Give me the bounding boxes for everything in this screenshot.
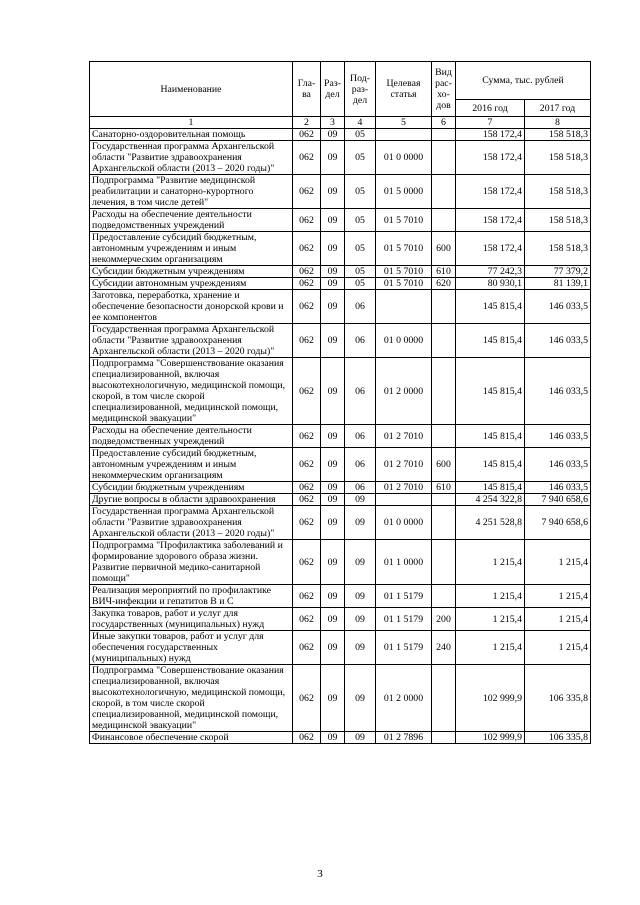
row-name: Государственная программа Архангельской области "Развитие здравоохранения Архангельской области (2013 – 2020 годы)" xyxy=(90,324,293,358)
row-glava: 062 xyxy=(293,175,321,209)
row-sum-2017: 1 215,4 xyxy=(525,540,591,585)
table-row xyxy=(90,732,591,744)
row-glava: 062 xyxy=(293,494,321,506)
row-target: 01 2 7896 xyxy=(376,732,432,744)
row-razdel: 09 xyxy=(321,506,345,540)
row-target: 01 1 5179 xyxy=(376,631,432,665)
row-vid xyxy=(432,290,456,324)
row-vid: 620 xyxy=(432,278,456,290)
column-number: 3 xyxy=(321,117,345,129)
row-sum-2016: 145 815,4 xyxy=(456,290,525,324)
row-sum-2017: 106 335,8 xyxy=(525,732,591,744)
row-name: Субсидии автономным учреждениям xyxy=(90,278,293,290)
row-name: Субсидии бюджетным учреждениям xyxy=(90,266,293,278)
row-sum-2016: 1 215,4 xyxy=(456,585,525,608)
row-razdel: 09 xyxy=(321,448,345,482)
table-row xyxy=(90,482,591,494)
row-vid xyxy=(432,425,456,448)
row-name: Подпрограмма "Развитие медицинской реабилитации и санаторно-курортного лечения, в том числе детей" xyxy=(90,175,293,209)
row-razdel: 09 xyxy=(321,324,345,358)
row-razdel: 09 xyxy=(321,608,345,631)
row-target: 01 1 5179 xyxy=(376,608,432,631)
row-name: Другие вопросы в области здравоохранения xyxy=(90,494,293,506)
header-vid: Вид рас-хо-дов xyxy=(432,62,456,117)
row-sum-2016: 102 999,9 xyxy=(456,732,525,744)
row-razdel: 09 xyxy=(321,732,345,744)
row-podrazdel: 09 xyxy=(345,631,376,665)
table-row xyxy=(90,358,591,425)
row-sum-2017: 146 033,5 xyxy=(525,482,591,494)
row-razdel: 09 xyxy=(321,175,345,209)
row-glava: 062 xyxy=(293,232,321,266)
row-podrazdel: 05 xyxy=(345,209,376,232)
row-podrazdel: 09 xyxy=(345,494,376,506)
row-vid xyxy=(432,141,456,175)
row-sum-2016: 158 172,4 xyxy=(456,232,525,266)
row-glava: 062 xyxy=(293,358,321,425)
row-sum-2017: 7 940 658,6 xyxy=(525,494,591,506)
table-row xyxy=(90,425,591,448)
table-row xyxy=(90,631,591,665)
row-podrazdel: 06 xyxy=(345,358,376,425)
row-glava: 062 xyxy=(293,608,321,631)
row-sum-2017: 1 215,4 xyxy=(525,608,591,631)
row-sum-2017: 158 518,3 xyxy=(525,232,591,266)
table-row xyxy=(90,494,591,506)
page-number: 3 xyxy=(317,868,323,880)
row-glava: 062 xyxy=(293,141,321,175)
header-sum: Сумма, тыс. рублей xyxy=(456,62,591,100)
row-name: Подпрограмма "Профилактика заболеваний и формирование здорового образа жизни. Развитие первичной медико-санитарной помощи" xyxy=(90,540,293,585)
row-razdel: 09 xyxy=(321,358,345,425)
row-target xyxy=(376,129,432,141)
table-row xyxy=(90,448,591,482)
row-podrazdel: 09 xyxy=(345,608,376,631)
row-vid xyxy=(432,585,456,608)
row-sum-2017: 158 518,3 xyxy=(525,209,591,232)
row-target: 01 5 7010 xyxy=(376,278,432,290)
row-sum-2017: 81 139,1 xyxy=(525,278,591,290)
row-podrazdel: 06 xyxy=(345,425,376,448)
row-vid xyxy=(432,494,456,506)
row-name: Расходы на обеспечение деятельности подведомственных учреждений xyxy=(90,209,293,232)
row-name: Реализация мероприятий по профилактике ВИЧ-инфекции и гепатитов В и С xyxy=(90,585,293,608)
row-target: 01 2 0000 xyxy=(376,665,432,732)
column-number: 5 xyxy=(376,117,432,129)
row-podrazdel: 05 xyxy=(345,278,376,290)
row-sum-2016: 4 254 322,8 xyxy=(456,494,525,506)
row-sum-2016: 158 172,4 xyxy=(456,209,525,232)
row-name: Расходы на обеспечение деятельности подведомственных учреждений xyxy=(90,425,293,448)
row-razdel: 09 xyxy=(321,540,345,585)
budget-table xyxy=(89,61,591,744)
row-vid: 610 xyxy=(432,482,456,494)
row-glava: 062 xyxy=(293,290,321,324)
row-podrazdel: 06 xyxy=(345,482,376,494)
column-numbers-row xyxy=(90,117,591,129)
row-glava: 062 xyxy=(293,425,321,448)
row-razdel: 09 xyxy=(321,266,345,278)
table-row xyxy=(90,324,591,358)
row-razdel: 09 xyxy=(321,209,345,232)
row-name: Государственная программа Архангельской области "Развитие здравоохранения Архангельской области (2013 – 2020 годы)" xyxy=(90,141,293,175)
row-sum-2016: 1 215,4 xyxy=(456,631,525,665)
row-target: 01 5 7010 xyxy=(376,209,432,232)
table-row xyxy=(90,665,591,732)
row-razdel: 09 xyxy=(321,141,345,175)
row-name: Подпрограмма "Совершенствование оказания специализированной, включая высокотехнологичную, медицинской помощи, скорой, в том числе скорой специализированной, медицинской помощи, медицинской эвакуации" xyxy=(90,358,293,425)
row-vid: 200 xyxy=(432,608,456,631)
row-vid xyxy=(432,732,456,744)
row-glava: 062 xyxy=(293,448,321,482)
header-razdel: Раз-дел xyxy=(321,62,345,117)
row-razdel: 09 xyxy=(321,425,345,448)
row-razdel: 09 xyxy=(321,494,345,506)
header-year-2016: 2016 год xyxy=(456,100,525,117)
row-sum-2017: 146 033,5 xyxy=(525,358,591,425)
row-target: 01 5 7010 xyxy=(376,232,432,266)
row-sum-2017: 158 518,3 xyxy=(525,129,591,141)
row-podrazdel: 09 xyxy=(345,585,376,608)
row-sum-2017: 146 033,5 xyxy=(525,448,591,482)
row-vid xyxy=(432,540,456,585)
row-sum-2016: 1 215,4 xyxy=(456,608,525,631)
row-podrazdel: 05 xyxy=(345,266,376,278)
row-sum-2017: 106 335,8 xyxy=(525,665,591,732)
row-sum-2017: 1 215,4 xyxy=(525,585,591,608)
row-sum-2016: 145 815,4 xyxy=(456,425,525,448)
row-razdel: 09 xyxy=(321,585,345,608)
row-target: 01 2 0000 xyxy=(376,358,432,425)
row-sum-2017: 77 379,2 xyxy=(525,266,591,278)
header-glava: Гла-ва xyxy=(293,62,321,117)
table-row xyxy=(90,608,591,631)
row-podrazdel: 06 xyxy=(345,324,376,358)
row-name: Заготовка, переработка, хранение и обеспечение безопасности донорской крови и ее компонентов xyxy=(90,290,293,324)
row-podrazdel: 05 xyxy=(345,141,376,175)
row-podrazdel: 05 xyxy=(345,129,376,141)
row-glava: 062 xyxy=(293,209,321,232)
row-target: 01 2 7010 xyxy=(376,425,432,448)
row-podrazdel: 09 xyxy=(345,665,376,732)
row-target: 01 1 5179 xyxy=(376,585,432,608)
row-glava: 062 xyxy=(293,266,321,278)
row-sum-2016: 158 172,4 xyxy=(456,141,525,175)
row-target: 01 1 0000 xyxy=(376,540,432,585)
column-number: 4 xyxy=(345,117,376,129)
row-target: 01 0 0000 xyxy=(376,141,432,175)
row-podrazdel: 06 xyxy=(345,290,376,324)
row-target: 01 2 7010 xyxy=(376,482,432,494)
header-podrazdel: Под-раз-дел xyxy=(345,62,376,117)
row-glava: 062 xyxy=(293,506,321,540)
row-sum-2017: 1 215,4 xyxy=(525,631,591,665)
table-row xyxy=(90,540,591,585)
column-number: 2 xyxy=(293,117,321,129)
table-header-row xyxy=(90,62,591,100)
row-sum-2016: 145 815,4 xyxy=(456,358,525,425)
row-vid xyxy=(432,129,456,141)
row-name: Субсидии бюджетным учреждениям xyxy=(90,482,293,494)
row-razdel: 09 xyxy=(321,290,345,324)
column-number: 7 xyxy=(456,117,525,129)
table-row xyxy=(90,232,591,266)
row-razdel: 09 xyxy=(321,631,345,665)
row-glava: 062 xyxy=(293,631,321,665)
row-target xyxy=(376,290,432,324)
row-glava: 062 xyxy=(293,278,321,290)
row-razdel: 09 xyxy=(321,232,345,266)
column-number: 8 xyxy=(525,117,591,129)
row-target: 01 0 0000 xyxy=(376,506,432,540)
row-target: 01 0 0000 xyxy=(376,324,432,358)
row-vid: 240 xyxy=(432,631,456,665)
row-sum-2017: 146 033,5 xyxy=(525,290,591,324)
row-razdel: 09 xyxy=(321,129,345,141)
table-row xyxy=(90,278,591,290)
row-sum-2016: 102 999,9 xyxy=(456,665,525,732)
row-vid xyxy=(432,506,456,540)
row-glava: 062 xyxy=(293,129,321,141)
table-row xyxy=(90,290,591,324)
header-target: Целевая статья xyxy=(376,62,432,117)
table-row xyxy=(90,175,591,209)
table-row xyxy=(90,129,591,141)
table-row xyxy=(90,585,591,608)
row-podrazdel: 09 xyxy=(345,506,376,540)
row-vid xyxy=(432,324,456,358)
header-name: Наименование xyxy=(90,62,293,117)
table-body xyxy=(90,129,591,744)
row-podrazdel: 09 xyxy=(345,540,376,585)
table-row xyxy=(90,266,591,278)
row-razdel: 09 xyxy=(321,482,345,494)
row-name: Предоставление субсидий бюджетным, автономным учреждениям и иным некоммерческим организациям xyxy=(90,232,293,266)
table-row xyxy=(90,506,591,540)
row-name: Подпрограмма "Совершенствование оказания специализированной, включая высокотехнологичную, медицинской помощи, скорой, в том числе скорой специализированной, медицинской помощи, медицинской эвакуации" xyxy=(90,665,293,732)
row-razdel: 09 xyxy=(321,665,345,732)
table-row xyxy=(90,141,591,175)
row-glava: 062 xyxy=(293,732,321,744)
row-sum-2016: 158 172,4 xyxy=(456,175,525,209)
row-name: Финансовое обеспечение скорой xyxy=(90,732,293,744)
row-name: Закупка товаров, работ и услуг для государственных (муниципальных) нужд xyxy=(90,608,293,631)
row-sum-2016: 80 930,1 xyxy=(456,278,525,290)
row-sum-2016: 145 815,4 xyxy=(456,482,525,494)
row-glava: 062 xyxy=(293,665,321,732)
column-number: 1 xyxy=(90,117,293,129)
row-vid: 600 xyxy=(432,448,456,482)
row-sum-2016: 145 815,4 xyxy=(456,448,525,482)
row-vid xyxy=(432,665,456,732)
row-sum-2017: 158 518,3 xyxy=(525,175,591,209)
row-podrazdel: 05 xyxy=(345,232,376,266)
row-vid xyxy=(432,358,456,425)
row-name: Санаторно-оздоровительная помощь xyxy=(90,129,293,141)
header-year-2017: 2017 год xyxy=(525,100,591,117)
row-glava: 062 xyxy=(293,585,321,608)
row-name: Предоставление субсидий бюджетным, автономным учреждениям и иным некоммерческим организациям xyxy=(90,448,293,482)
row-name: Государственная программа Архангельской области "Развитие здравоохранения Архангельской области (2013 – 2020 годы)" xyxy=(90,506,293,540)
row-glava: 062 xyxy=(293,324,321,358)
row-sum-2016: 158 172,4 xyxy=(456,129,525,141)
row-sum-2017: 7 940 658,6 xyxy=(525,506,591,540)
column-number: 6 xyxy=(432,117,456,129)
row-glava: 062 xyxy=(293,482,321,494)
row-razdel: 09 xyxy=(321,278,345,290)
row-name: Иные закупки товаров, работ и услуг для обеспечения государственных (муниципальных) нужд xyxy=(90,631,293,665)
row-vid: 610 xyxy=(432,266,456,278)
row-vid: 600 xyxy=(432,232,456,266)
row-sum-2017: 146 033,5 xyxy=(525,425,591,448)
row-target: 01 5 7010 xyxy=(376,266,432,278)
row-target: 01 5 0000 xyxy=(376,175,432,209)
row-sum-2016: 77 242,3 xyxy=(456,266,525,278)
row-vid xyxy=(432,175,456,209)
row-sum-2016: 145 815,4 xyxy=(456,324,525,358)
row-sum-2017: 158 518,3 xyxy=(525,141,591,175)
row-vid xyxy=(432,209,456,232)
row-target xyxy=(376,494,432,506)
row-sum-2016: 1 215,4 xyxy=(456,540,525,585)
row-podrazdel: 06 xyxy=(345,448,376,482)
row-glava: 062 xyxy=(293,540,321,585)
row-sum-2016: 4 251 528,8 xyxy=(456,506,525,540)
table-row xyxy=(90,209,591,232)
row-sum-2017: 146 033,5 xyxy=(525,324,591,358)
row-target: 01 2 7010 xyxy=(376,448,432,482)
row-podrazdel: 05 xyxy=(345,175,376,209)
row-podrazdel: 09 xyxy=(345,732,376,744)
